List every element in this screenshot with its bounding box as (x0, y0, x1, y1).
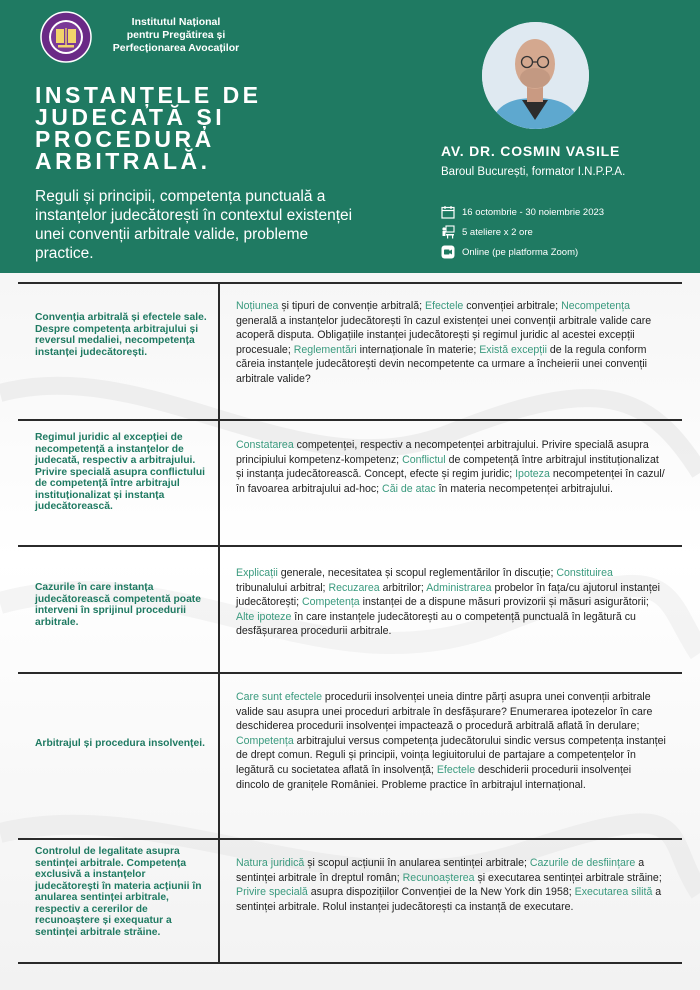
highlighted-keyword: Cazurile de desființare (529, 857, 636, 869)
title-line: JUDECATĂ ȘI (35, 104, 226, 130)
table-divider (18, 419, 682, 421)
row-topic: Cazurile în care instanța judecătorească competentă poate interveni în sprijinul procedurii arbitrale. (35, 582, 201, 628)
highlighted-keyword: Recuzarea (328, 581, 380, 594)
row-topic: Controlul de legalitate asupra sentinței arbitrale. Competența exclusivă a instanțelor judecătorești în materia acțiunii în anularea sentinței arbitrale, respectiv a cererilor de recunoaștere și exequatur a sentinței arbitrale străine. (35, 846, 202, 938)
description-text: și tipuri de convenție arbitrală; (278, 300, 426, 312)
speaker-name: AV. DR. COSMIN VASILE (441, 143, 621, 159)
info-sessions (441, 223, 681, 241)
description-text: generale, necesitatea și scopul reglementărilor în discuție; (277, 567, 557, 579)
highlighted-keyword: Căi de atac (382, 482, 436, 495)
description-text: a sentinței arbitrale în dreptul român; (236, 857, 645, 884)
classroom-icon (441, 225, 455, 239)
description-text: procedurii insolvenței uneia dintre părți asupra unei convenții arbitrale valide sau asupra unei proceduri arbitrale în desfășurare? Enumerarea ipotezelor în care deschiderea procedurii insolvenței impactează o procedură arbitrală aflată în derulare; (236, 691, 653, 733)
title-line: ARBITRALĂ. (35, 148, 211, 174)
highlighted-keyword: Competența (236, 734, 294, 747)
row-description (236, 438, 666, 496)
table-column-divider (218, 283, 220, 963)
page-subtitle: Reguli și principii, competența punctuală a instanțelor judecătorești în contextul existenței unei convenții arbitrale valide, probleme practice. (35, 188, 353, 262)
description-text: instanței de a dispune măsuri provizorii și măsuri asigurătorii; (359, 596, 649, 609)
description-text: de competență între arbitrajul instituționalizat și instanța judecătorească. Concept, efecte și regim juridic; (236, 453, 659, 481)
row-topic: Arbitrajul și procedura insolvenței. (35, 738, 205, 749)
row-topic: Regimul juridic al excepției de necompetență a instanțelor de judecată, respectiv a arbitrajului. Privire specială asupra conflictului de competență între arbitrajul instituționalizat și instanța judecătorească. (35, 432, 205, 512)
description-text: internaționale în materie; (356, 343, 480, 356)
highlighted-keyword: Privire specială (236, 886, 308, 899)
table-divider (18, 962, 682, 964)
institute-name-line: Perfecționarea Avocaților (112, 42, 240, 54)
highlighted-keyword: Care sunt efectele (236, 691, 322, 703)
table-divider (18, 672, 682, 674)
header-banner (0, 0, 700, 273)
highlighted-keyword: Explicații (236, 567, 278, 579)
institute-name (96, 16, 256, 55)
highlighted-keyword: Conflictul (402, 453, 446, 466)
info-text: 16 octombrie - 30 noiembrie 2023 (462, 206, 605, 218)
highlighted-keyword: Există excepții (479, 343, 547, 356)
institute-name-line: Institutul Național (131, 16, 221, 28)
institute-name-line: pentru Pregătirea și (126, 29, 226, 41)
row-topic: Convenția arbitrală și efectele sale. Despre competența arbitrajului și reversul medaliei, necompetența instanței judecătorești. (35, 312, 207, 358)
row-description (236, 566, 666, 639)
inppa-logo (40, 11, 92, 63)
highlighted-keyword: Reglementări (293, 343, 357, 356)
highlighted-keyword: Administrarea (426, 581, 492, 594)
highlighted-keyword: Noțiunea (236, 300, 279, 312)
description-text: în materia necompetenței arbitrajului. (435, 482, 613, 495)
highlighted-keyword: Competența (301, 596, 360, 609)
info-dates (441, 203, 681, 221)
description-text: tribunalului arbitral; (236, 581, 329, 594)
highlighted-keyword: Efectele (436, 763, 476, 776)
description-text: deschiderii procedurii insolvenței dincolo de granițele României. Probleme practice în arbitrajul internațional. (236, 763, 632, 791)
description-text: competenței, respectiv a necompetenței arbitrajului. Privire specială asupra principiului kompetenz-kompetenz; (236, 439, 649, 466)
highlighted-keyword: Constatarea (236, 439, 294, 451)
highlighted-keyword: Natura juridică (236, 857, 305, 869)
description-text: și executarea sentinței arbitrale străine; (474, 871, 662, 884)
highlighted-keyword: Alte ipoteze (236, 610, 292, 623)
highlighted-keyword: Necompetența (561, 300, 630, 312)
highlighted-keyword: Recunoașterea (402, 871, 475, 884)
description-text: asupra dispozițiilor Convenției de la New York din 1958; (307, 886, 575, 899)
title-line: PROCEDURA (35, 126, 215, 152)
description-text: în care instanțele judecătorești au o competență punctuală în legătură cu desfășurarea procedurii arbitrale. (236, 610, 636, 638)
highlighted-keyword: Executarea silită (574, 886, 653, 899)
table-divider (18, 838, 682, 840)
description-text: și scopul acțiunii în anularea sentinței arbitrale; (304, 857, 530, 869)
description-text: a sentinței arbitrale. Rolul instanței judecătorești ca instanță de executare. (236, 886, 662, 913)
row-description (236, 690, 666, 792)
info-text: 5 ateliere x 2 ore (462, 226, 533, 238)
description-text: de la regula conform căreia instanțele judecătorești devin necompetente ca urmare a încheierii unei convenții arbitrale valide? (236, 343, 648, 385)
description-text: arbitrilor; (379, 581, 427, 594)
video-camera-icon (441, 245, 455, 259)
info-text: Online (pe platforma Zoom) (462, 246, 579, 258)
table-divider (18, 282, 682, 284)
highlighted-keyword: Ipoteza (515, 468, 550, 481)
calendar-icon (441, 205, 455, 219)
description-text: necompetenței în cazul/în favoarea arbitrajului ad-hoc; (236, 468, 665, 495)
speaker-photo (482, 22, 589, 129)
highlighted-keyword: Efectele (425, 300, 464, 312)
row-description (236, 856, 666, 914)
title-line: INSTANȚELE DE (35, 82, 262, 108)
info-location (441, 243, 681, 261)
description-text: generală a instanțelor judecătorești în cazul existenței unei convenții arbitrale valide care acoperă disputa. Obligațiile instanței judecătorești și regimul juridic al acestei excepții procesuale; (236, 314, 652, 356)
speaker-role: Baroul București, formator I.N.P.P.A. (441, 166, 626, 178)
row-description (236, 299, 666, 387)
table-divider (18, 545, 682, 547)
description-text: probelor în fața/cu ajutorul instanței judecătorești; (236, 581, 660, 609)
description-text: convenției arbitrale; (463, 300, 562, 312)
page-title (35, 84, 305, 172)
highlighted-keyword: Constituirea (556, 567, 613, 579)
description-text: arbitrajului versus competența judecătorului sindic versus competența instanței de drept comun. Reguli și principii, voința legiuitorului de partajare a competențelor în legătură cu societatea aflată în insolvență; (236, 734, 666, 776)
